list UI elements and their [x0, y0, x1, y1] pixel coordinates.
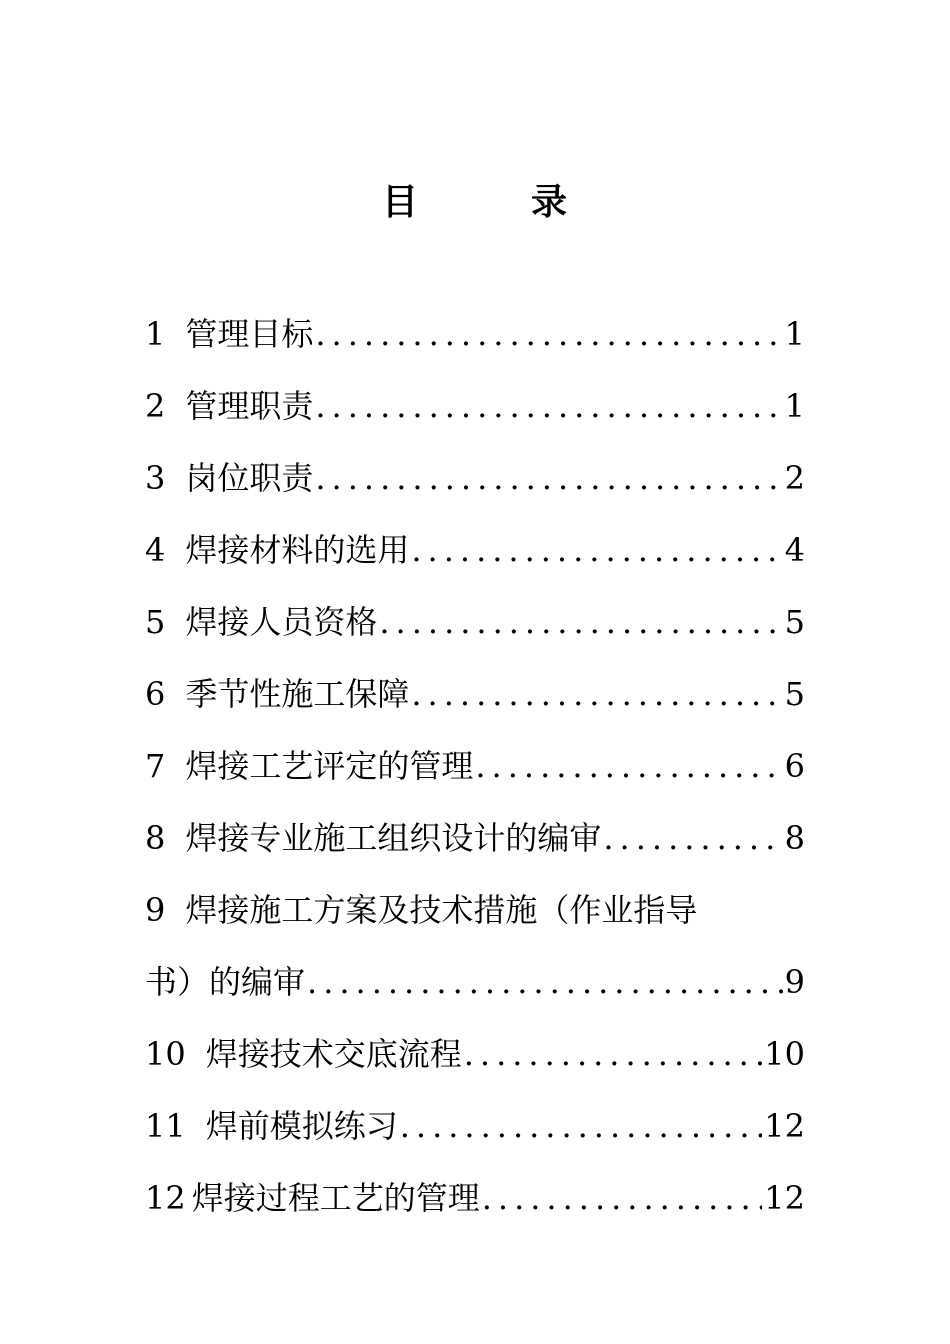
toc-entry-label: 季节性施工保障 [185, 675, 410, 713]
toc-title-char-2: 录 [531, 182, 568, 223]
toc-title-char-1: 目 [382, 182, 419, 223]
toc-entry-page: 9 [784, 963, 805, 1001]
toc-leader-dots [379, 586, 782, 658]
toc-leader-dots [482, 1162, 763, 1234]
toc-entry-page: 5 [784, 675, 805, 713]
toc-leader-dots [315, 298, 782, 370]
toc-leader-dots [411, 514, 782, 586]
toc-entry-page: 5 [784, 603, 805, 641]
toc-entry-number: 10 [145, 1035, 186, 1073]
toc-entry-number: 8 [145, 819, 166, 857]
toc-leader-dots [464, 1018, 763, 1090]
toc-entry-page: 6 [784, 747, 805, 785]
toc-entry-page: 2 [784, 459, 805, 497]
toc-entry-page: 1 [784, 315, 805, 353]
toc-entry-number: 3 [145, 459, 166, 497]
toc-leader-dots [411, 658, 782, 730]
toc-entry[interactable] [145, 1162, 805, 1234]
toc-entry-label: 焊接施工方案及技术措施（作业指导 [185, 891, 698, 929]
toc-entry-number: 9 [145, 891, 166, 929]
toc-entry-number: 11 [145, 1107, 186, 1145]
toc-entry-number: 12 [145, 1179, 186, 1217]
toc-entry-label: 焊前模拟练习 [205, 1107, 398, 1145]
toc-entry-label: 岗位职责 [185, 459, 314, 497]
toc-entry-number: 7 [145, 747, 166, 785]
toc-entry[interactable] [145, 730, 805, 802]
toc-leader-dots [307, 946, 783, 1018]
toc-entry-label: 焊接过程工艺的管理 [191, 1179, 480, 1217]
toc-entry[interactable] [145, 658, 805, 730]
toc-entry[interactable] [145, 874, 805, 946]
toc-entry[interactable] [145, 1018, 805, 1090]
toc-entry-page: 8 [784, 819, 805, 857]
toc-entry-page: 12 [764, 1107, 805, 1145]
toc-entry-label: 管理目标 [185, 315, 314, 353]
toc-entry[interactable] [145, 298, 805, 370]
toc-entry-label: 焊接技术交底流程 [205, 1035, 462, 1073]
table-of-contents [145, 298, 805, 1234]
toc-entry[interactable] [145, 1090, 805, 1162]
toc-leader-dots [475, 730, 782, 802]
toc-entry-number: 5 [145, 603, 166, 641]
toc-entry-page: 4 [784, 531, 805, 569]
toc-entry-number: 2 [145, 387, 166, 425]
toc-entry-label: 管理职责 [185, 387, 314, 425]
toc-entry[interactable] [145, 802, 805, 874]
toc-entry-continuation[interactable] [145, 946, 805, 1018]
toc-entry-page: 10 [764, 1035, 805, 1073]
toc-entry-number: 4 [145, 531, 166, 569]
toc-entry-label-continuation: 书）的编审 [145, 963, 306, 1001]
toc-entry[interactable] [145, 370, 805, 442]
toc-entry-number: 1 [145, 315, 166, 353]
toc-entry-label: 焊接人员资格 [185, 603, 378, 641]
toc-entry[interactable] [145, 514, 805, 586]
toc-leader-dots [315, 442, 782, 514]
toc-entry-label: 焊接专业施工组织设计的编审 [185, 819, 602, 857]
toc-leader-dots [315, 370, 782, 442]
toc-entry[interactable] [145, 586, 805, 658]
toc-entry[interactable] [145, 442, 805, 514]
toc-entry-label: 焊接工艺评定的管理 [185, 747, 474, 785]
toc-entry-label: 焊接材料的选用 [185, 531, 410, 569]
toc-entry-number: 6 [145, 675, 166, 713]
toc-entry-page: 12 [764, 1179, 805, 1217]
toc-leader-dots [603, 802, 782, 874]
toc-entry-page: 1 [784, 387, 805, 425]
toc-leader-dots [400, 1090, 763, 1162]
